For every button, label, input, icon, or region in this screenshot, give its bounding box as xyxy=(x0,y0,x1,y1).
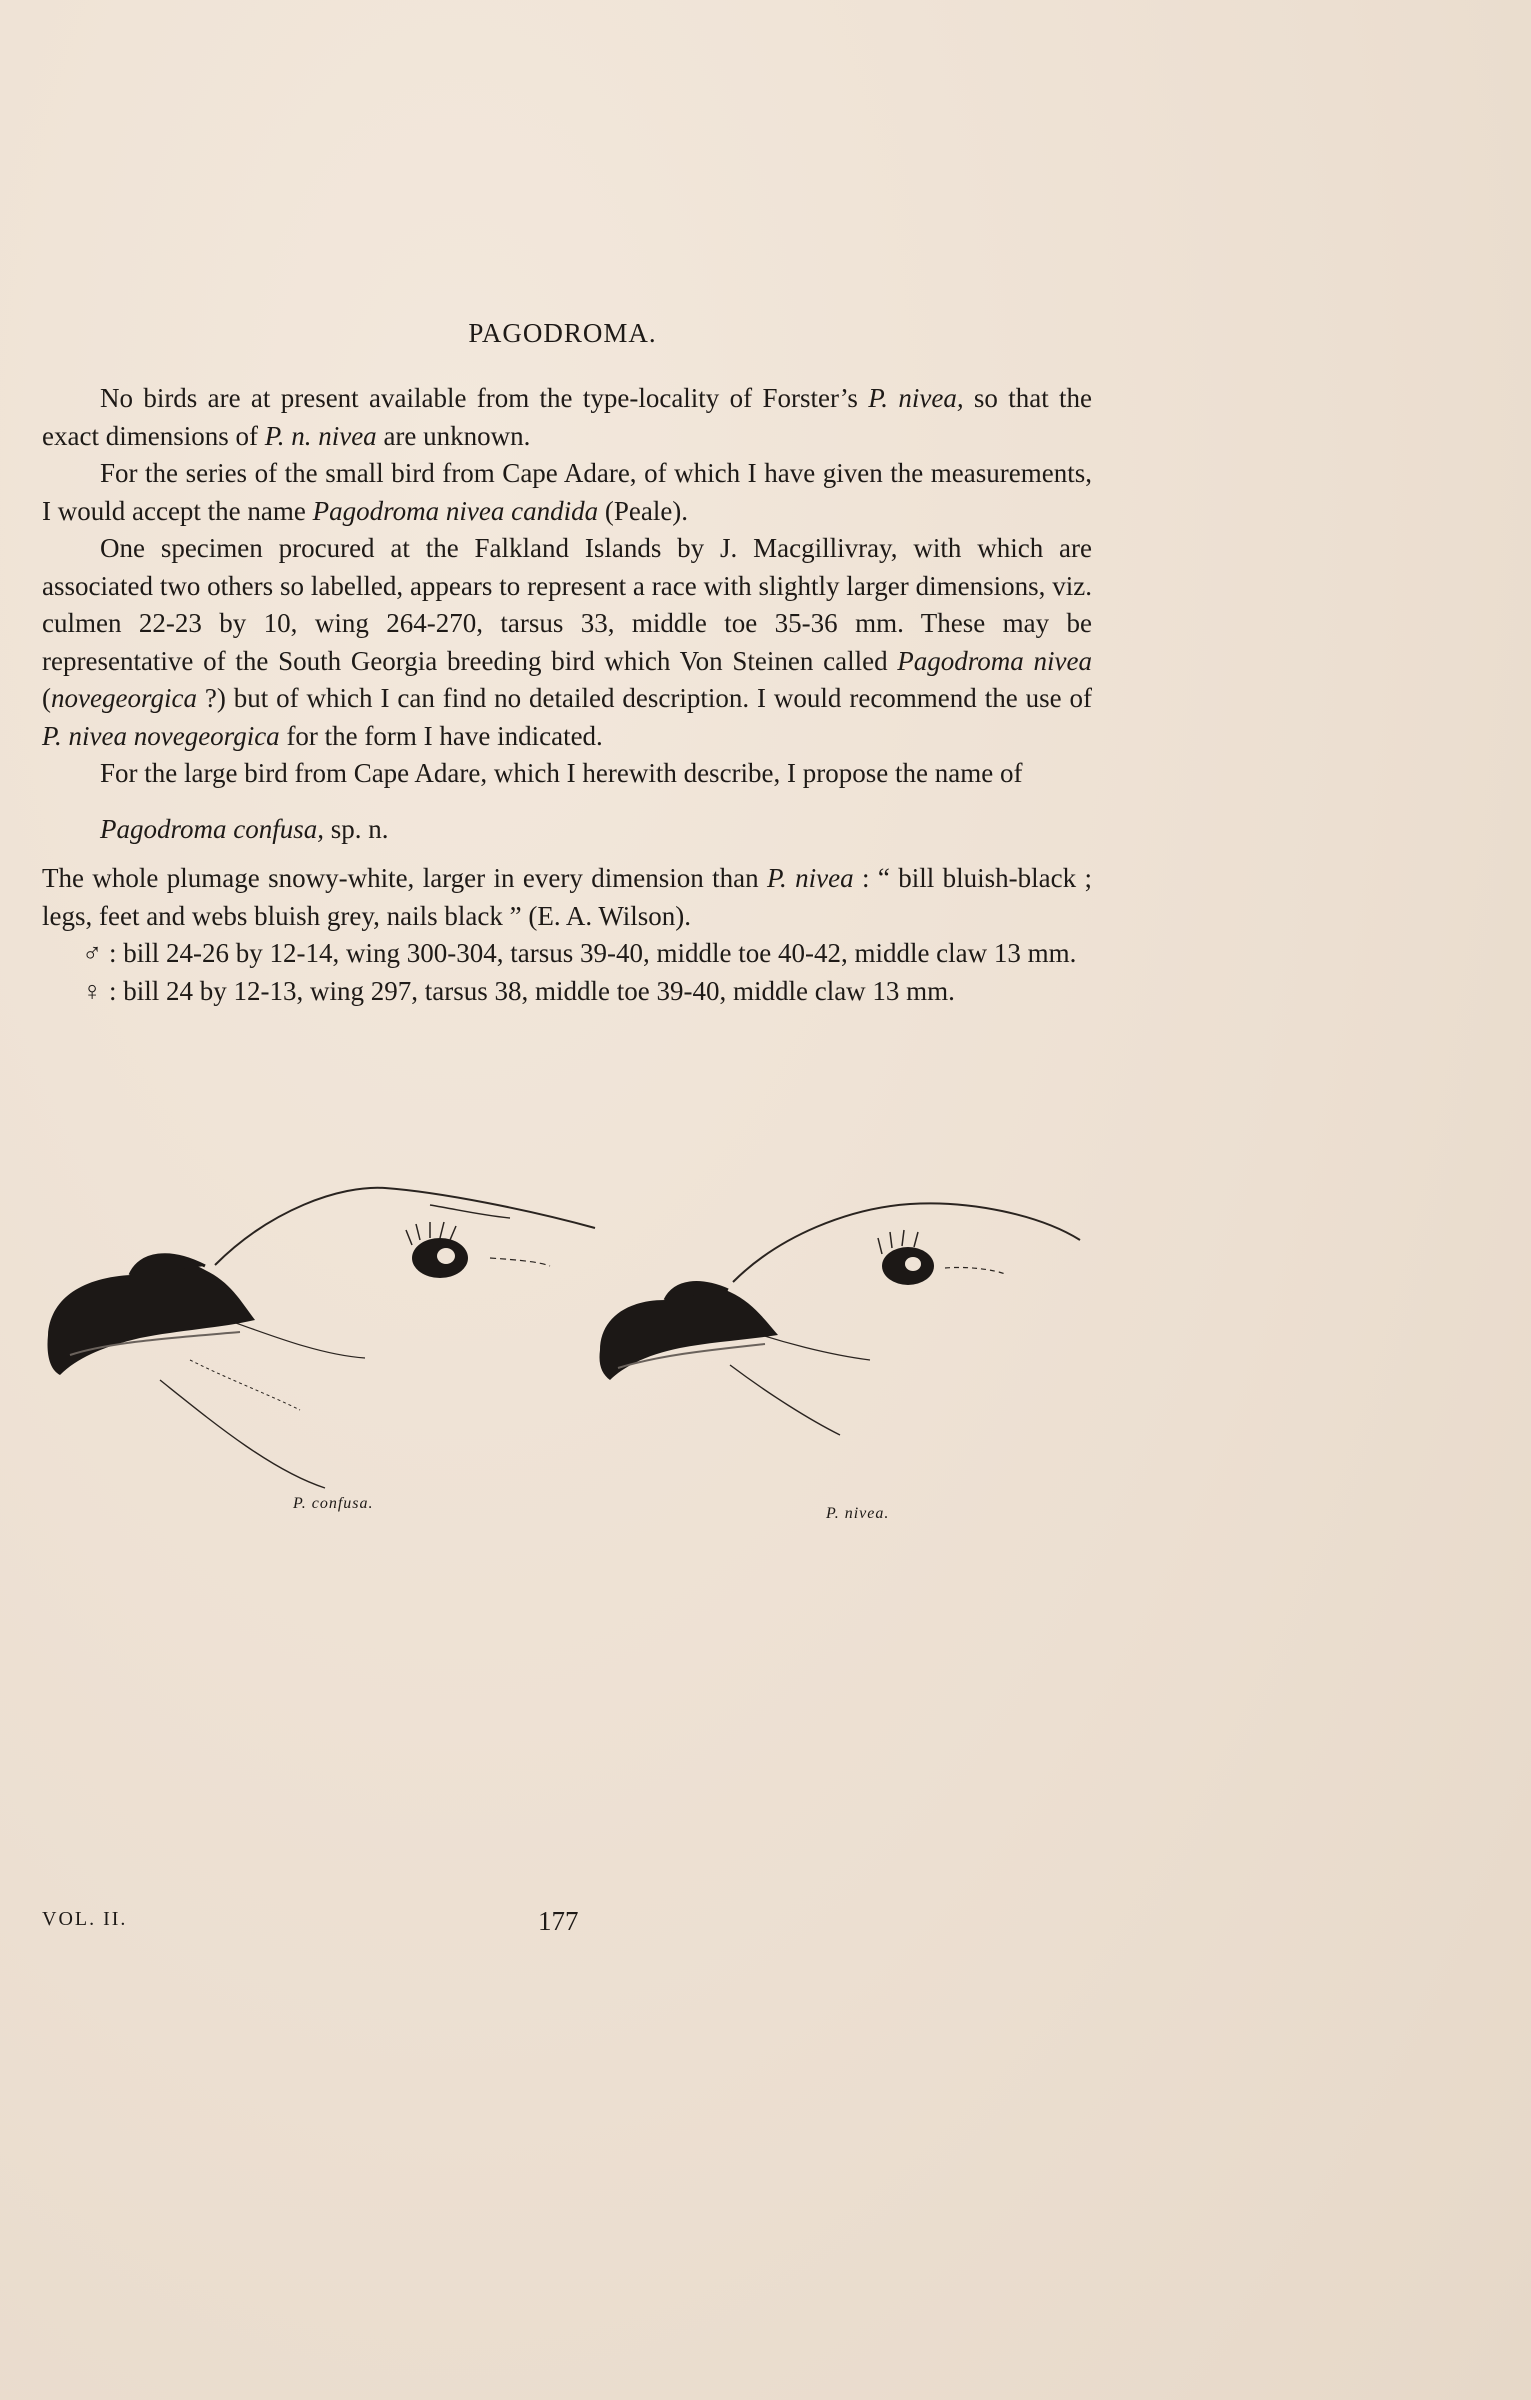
text-run: (Peale). xyxy=(598,495,689,526)
paragraph-4: For the large bird from Cape Adare, which I herewith describe, I propose the name of xyxy=(100,758,1023,788)
text-run: bill 24 by 12-13, wing 297, tarsus 38, middle toe 39-40, middle claw 13 mm. xyxy=(116,975,955,1006)
bird-heads-illustration xyxy=(40,1170,1100,1530)
paragraph-2 xyxy=(42,455,1092,530)
text-run: are unknown. xyxy=(376,420,531,451)
figure-caption-nivea: P. nivea. xyxy=(826,1505,890,1522)
text-run: ?) but of which I can find no detailed description. I would recommend the use of xyxy=(196,683,1092,713)
text-run: No birds are at present available from the type-locality of Forster’s xyxy=(100,383,869,413)
confusa-eye xyxy=(406,1222,468,1278)
nivea-bill xyxy=(599,1283,778,1380)
female-symbol: ♀ : xyxy=(82,975,117,1006)
text-run: so that the exact dimensions of xyxy=(42,383,1093,451)
male-measurements xyxy=(42,935,1092,973)
species-name: P. nivea novegeorgica xyxy=(42,720,280,751)
page-number: 177 xyxy=(538,1906,579,1936)
species-name: novegeorgica xyxy=(51,683,197,713)
text-run: For the series of the small bird from Cape Adare, of which I have given the measurements, I would accept the name xyxy=(42,458,1092,526)
species-name: Pagodroma nivea candida xyxy=(312,495,599,526)
bird-head-figures xyxy=(40,1170,1100,1530)
text-run: bill 24-26 by 12-14, wing 300-304, tarsus 39-40, middle toe 40-42, middle claw 13 mm. xyxy=(116,938,1077,968)
paragraph-3 xyxy=(42,530,1092,755)
paragraph-1 xyxy=(42,380,1092,455)
confusa-head-drawing xyxy=(160,1188,595,1488)
new-species-title xyxy=(42,811,1092,849)
volume-label: VOL. II. xyxy=(42,1908,128,1930)
species-name: Pagodroma confusa, xyxy=(100,813,324,844)
description xyxy=(42,860,1092,935)
species-name: P. nivea xyxy=(767,863,854,893)
text-run: The whole plumage snowy-white, larger in every dimension than xyxy=(42,863,767,893)
species-name: P. n. nivea xyxy=(264,420,377,451)
text-run: : “ bill bluish-black ; legs, feet and webs bluish grey, nails black ” (E. A. Wilson). xyxy=(42,863,1092,931)
confusa-bill xyxy=(48,1255,256,1375)
male-symbol: ♂ : xyxy=(82,938,117,968)
species-name: Pagodroma nivea xyxy=(897,645,1092,676)
page-heading: PAGODROMA. xyxy=(468,318,657,348)
female-measurements xyxy=(42,973,1092,1011)
body-text xyxy=(42,380,1092,1010)
text-run: One specimen procured at the Falkland Islands by J. Macgillivray, with which are associated two others so labelled, appears to represent a race with slightly larger dimensions, viz. culmen 22-23 by 10, wing 264-270, tarsus 33, middle toe 35-36 mm. These may be representative of the South Georgia breeding bird which Von Steinen called xyxy=(42,533,1092,676)
nivea-eye xyxy=(878,1230,934,1285)
text-run: sp. n. xyxy=(324,813,389,844)
figure-caption-confusa: P. confusa. xyxy=(293,1495,374,1512)
text-run: for the form I have indicated. xyxy=(279,720,603,751)
text-run: ( xyxy=(42,683,51,713)
nivea-head-drawing xyxy=(730,1203,1080,1435)
species-name: P. nivea, xyxy=(868,383,964,413)
